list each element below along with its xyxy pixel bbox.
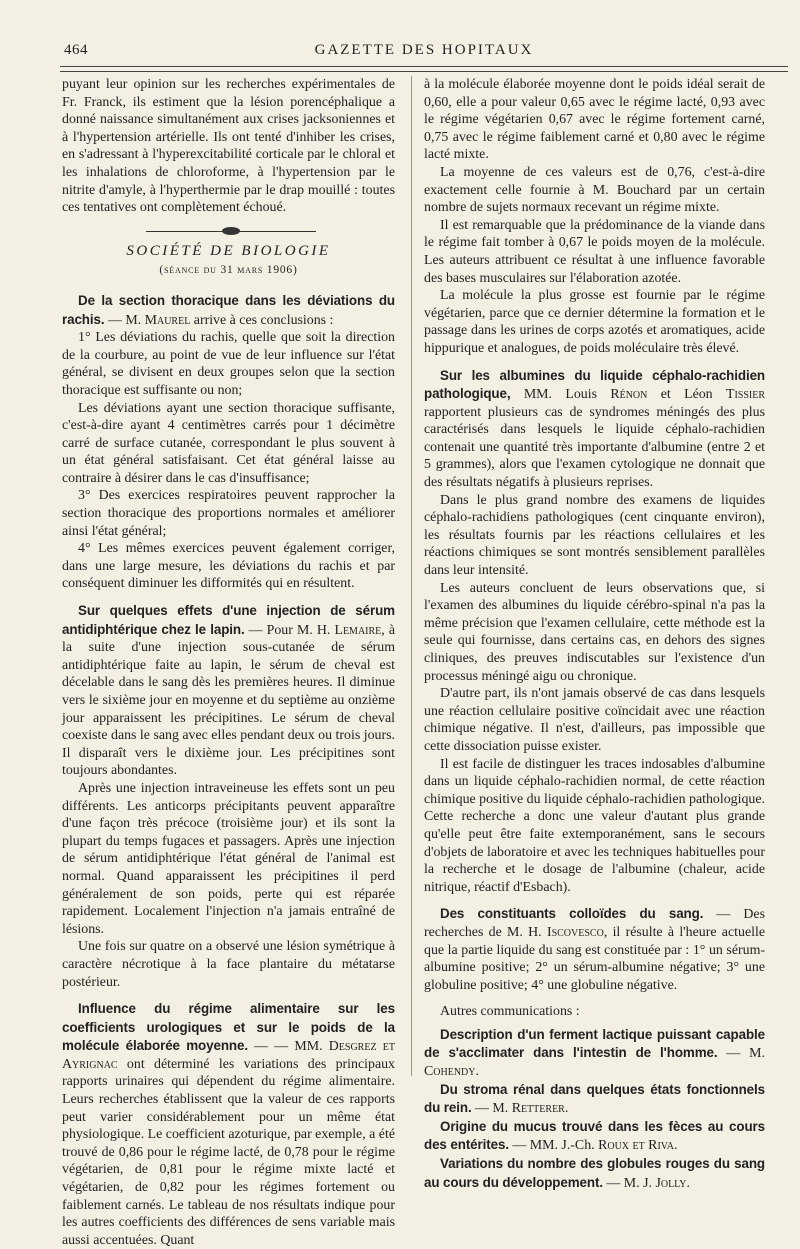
article-title: Des constituants colloïdes du sang.	[440, 906, 704, 922]
article-title: Influence du régime alimentaire sur les coefficients urologiques et sur le poids de la molécule élaborée moyenne.	[62, 1001, 395, 1054]
communication-item: Variations du nombre des globules rouges du sang au cours du développement. — M. J. Jolly.	[424, 1156, 765, 1191]
other-communications-label: Autres communications :	[440, 1004, 580, 1020]
paragraph: à la molécule élaborée moyenne dont le poids idéal serait de 0,60, elle a pour valeur 0,65 avec le régime lacté, 0,93 avec le régime végétarien 0,67 avec le régime fortement carné, 0,75 avec le régime faiblement carné et 0,80 avec le régime lacté mixte.	[424, 77, 765, 163]
communication-item: Origine du mucus trouvé dans les fèces au cours des entérites. — MM. J.-Ch. Roux et Riva.	[424, 1118, 765, 1154]
author-name: Iscovesco	[546, 924, 604, 940]
article-heading: Des constituants colloïdes du sang. — Des recherches de M. H. Iscovesco, il résulte à l'heure actuelle que la partie liquide du sang est constituée par : 1° un sérum-albumine positive; 2° un sérum-albumine négative; 3° une globuline positive; 4° une globuline négative.	[424, 906, 765, 993]
paragraph: 4° Les mêmes exercices peuvent également corriger, dans une large mesure, les déviations du rachis et par conséquent diminuer les difformités qui en résultent.	[62, 541, 395, 592]
author-name: Rénon	[610, 387, 648, 403]
author-name: Retterer	[511, 1101, 565, 1117]
author-name: Tissier	[725, 387, 766, 403]
author-name: Roux et Riva	[598, 1138, 674, 1154]
column-divider	[411, 76, 412, 1076]
article-heading: Sur quelques effets d'une injection de sérum antidiphtérique chez le lapin. — Pour M. H. Lemaire, à la suite d'une injection sous-cutanée de sérum antidiphtérique faite au lapin, le sérum de cheval est décelable dans le sang dès les premières heures. Il diminue vers le sixième jour en moyenne et du septième au onzième jour apparaissent les précipitines. Le sérum de cheval coexiste dans le sang avec elles pendant deux ou trois jours. Il disparaît vers le dixième jour. Les précipitines sont toujours abondantes.	[62, 603, 395, 779]
communication-item: Description d'un ferment lactique puissant capable de s'acclimater dans l'intestin de l'homme. — M. Cohendy.	[424, 1026, 765, 1080]
paragraph: Il est remarquable que la prédominance de la viande dans le régime fait tomber à 0,67 le poids moyen de la molécule. Les auteurs attribuent ce résultat à une influence favorable des bases musculaires sur l'élaboration azotée.	[424, 217, 765, 286]
paragraph: La moyenne de ces valeurs est de 0,76, c'est-à-dire exactement celle fournie à M. Bouchard par un certain nombre de sujets normaux recevant un régime mixte.	[424, 164, 765, 216]
communication-title: Description d'un ferment lactique puissant capable de s'acclimater dans l'intestin de l'homme.	[424, 1026, 765, 1061]
paragraph: La molécule la plus grosse est fournie par le régime végétarien, parce que ce dernier détermine la formation et le passage dans les urines de corps azotés et aromatiques, acide hippurique et analogues, de poids moléculaire très élevé.	[424, 288, 765, 356]
author-name: Maurel	[144, 312, 191, 328]
article-title: De la section thoracique dans les déviations du rachis.	[62, 292, 395, 327]
author-name: Cohendy	[424, 1064, 476, 1080]
running-title: GAZETTE DES HOPITAUX	[314, 42, 534, 58]
communication-title: Variations du nombre des globules rouges du sang au cours du développement.	[424, 1156, 765, 1190]
page-number: 464	[64, 42, 88, 58]
society-title: SOCIÉTÉ DE BIOLOGIE	[126, 242, 331, 259]
article-title: Sur quelques effets d'une injection de sérum antidiphtérique chez le lapin.	[62, 603, 395, 637]
author-name: Desgrez et Ayrignac	[62, 1039, 395, 1072]
author-name: Jolly	[655, 1175, 687, 1191]
paragraph: Dans le plus grand nombre des examens de liquides céphalo-rachidiens pathologiques (cent cinquante environ), les résultats fournis par les réactions cellulaires et les réactions chimiques se sont montrés sensiblement parallèles dans leur intensité.	[424, 492, 765, 579]
header-rule	[60, 66, 788, 72]
article-heading: Sur les albumines du liquide céphalo-rachidien pathologique, MM. Louis Rénon et Léon Tissier rapportent plusieurs cas de syndromes méningés des plus caractérisés dans lesquels le liquide céphalo-rachidien contenait une quantité très importante d'albumine (entre 2 et 5 grammes), alors que l'examen cytologique ne donnait que des résultats négatifs à plusieurs reprises.	[424, 367, 766, 491]
page-header	[60, 40, 788, 64]
paragraph: D'autre part, ils n'ont jamais observé de cas dans lesquels une réaction cellulaire positive coïncidait avec une réaction chimique négative. Il n'est, d'ailleurs, pas impossible que cette dissociation puisse exister.	[424, 686, 765, 754]
paragraph: Une fois sur quatre on a observé une lésion symétrique à caractère nécrotique à la face plantaire du métatarse postérieur.	[62, 939, 395, 990]
communication-item: Du stroma rénal dans quelques états fonctionnels du rein. — M. Retterer.	[424, 1081, 765, 1117]
paragraph: Il est facile de distinguer les traces indosables d'albumine dans un liquide céphalo-rachidien normal, de cette réaction chimique positive du liquide céphalo-rachidien pathologique. Cette recherche a donc une valeur d'autant plus grande qu'elle peut être faite extemporanément, sans le secours d'objets de laboratoire et avec les techniques habituelles pour la recherche et le dosage de l'albumine (chaleur, acide nitrique, réactif d'Esbach).	[424, 756, 765, 895]
section-ornament	[62, 227, 395, 235]
paragraph: 3° Des exercices respiratoires peuvent rapprocher la section thoracique des proportions normales et améliorer ainsi l'état général;	[62, 488, 395, 539]
communication-title: Du stroma rénal dans quelques états fonctionnels du rein.	[424, 1081, 765, 1116]
paragraph: Après une injection intraveineuse les effets sont un peu différents. Les anticorps précipitants peuvent apparaître d'une façon très précoce (troisième jour) et ils sont la plupart du temps fugaces et passagers. Après une injection de sérum antidiphtérique l'état général de l'animal est normal. Quand apparaissent les précipitines il perd généralement de son poids, perte qui est réparée rapidement. Localement l'injection n'a jamais entraîné de lésions.	[62, 780, 395, 937]
paragraph: Les auteurs concluent de leurs observations que, si l'examen des albumines du liquide cérébro-spinal n'a pas la même précision que l'examen cellulaire, cette méthode est la seule qui fournisse, dans certains cas, en dehors des signes cliniques, des preuves indiscutables sur l'existence d'un processus méningé aigu ou chronique.	[424, 580, 765, 684]
society-session: (séance du 31 mars 1906)	[159, 264, 298, 277]
left-column	[62, 76, 395, 1249]
article-title: Sur les albumines du liquide céphalo-rachidien pathologique,	[424, 367, 765, 402]
article-heading: De la section thoracique dans les déviations du rachis. — M. Maurel arrive à ces conclusions :	[62, 292, 395, 328]
paragraph: puyant leur opinion sur les recherches expérimentales de Fr. Franck, ils estiment que la lésion porencéphalique a donné naissance simultanément aux crises jacksoniennes et à l'hypertension artérielle. Ils ont tenté d'inhiber les crises, en s'adressant à l'hyperexcitabilité corticale par le chloral et les inhalations de chloroforme, à l'hypertension par le nitrite d'amyle, à l'hyperthermie par le drap mouillé : toutes ces tentatives ont complètement échoué.	[62, 77, 395, 216]
article-heading: Influence du régime alimentaire sur les coefficients urologiques et sur le poids de la molécule élaborée moyenne. — — MM. Desgrez et Ayrignac ont déterminé les variations des principaux rapports urinaires qui dépendent du régime alimentaire. Leurs recherches établissent que la valeur de ces rapports peut varier considérablement pour un même état physiologique. Le coefficient azoturique, par exemple, a été trouvé de 0,86 pour le régime lacté, de 0,78 pour le régime végétarien, de 0,81 pour le régime mixte lacté et végétarien, de 0,82 pour les régimes fortement ou faiblement carnés. Le tableau de nos résultats indique pour les autres coefficients des différences de sens variable mais aussi accentuées. Quant	[62, 1001, 395, 1248]
paragraph: Les déviations ayant une section thoracique suffisante, c'est-à-dire ayant 4 centimètres carrés pour 1 décimètre carré de surface cutanée, correspondant le plus souvent à un état général satisfaisant. Cet état général laisse au contraire à désirer dans le cas d'insuffisance;	[62, 400, 395, 486]
right-column	[424, 76, 765, 1192]
paragraph: 1° Les déviations du rachis, quelle que soit la direction de la courbure, au point de vue de leur influence sur l'état général, se divisent en deux groupes selon que la section thoracique est suffisante ou non;	[62, 330, 395, 398]
author-name: Lemaire	[334, 622, 382, 638]
communication-title: Origine du mucus trouvé dans les fèces au cours des entérites.	[424, 1118, 765, 1153]
